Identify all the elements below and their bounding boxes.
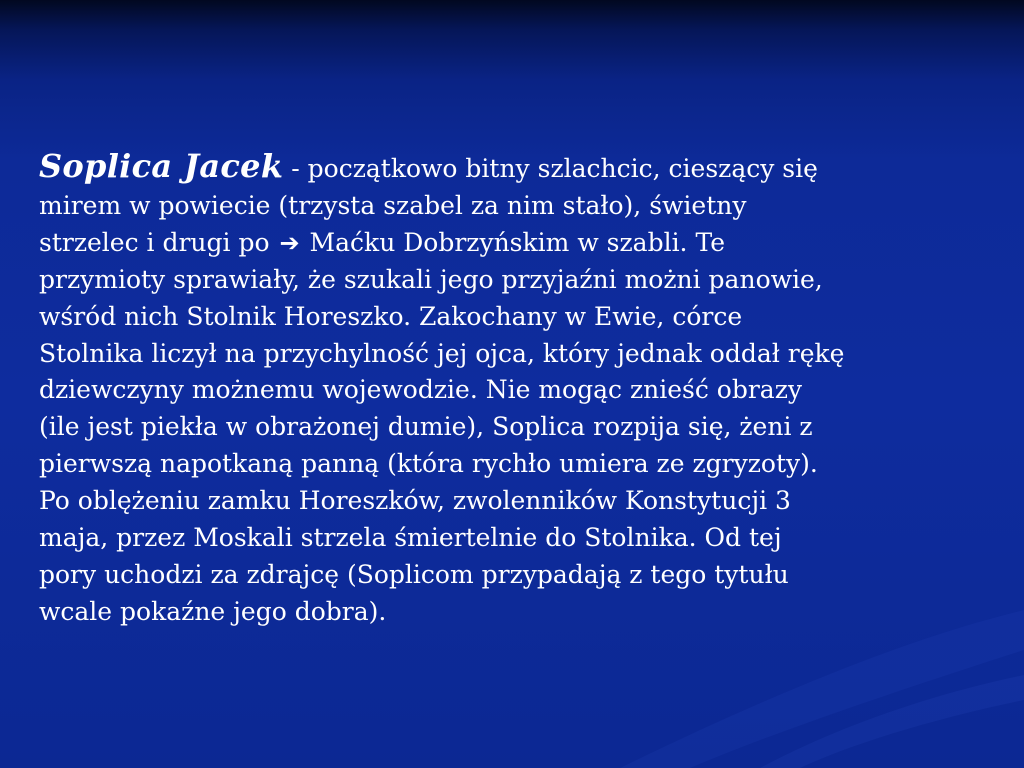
text-line-5: wśród nich Stolnik Horeszko. Zakochany w Ewie, córce xyxy=(39,301,743,331)
text-line-3 xyxy=(39,225,999,262)
text-line-9: pierwszą napotkaną panną (która rychło umiera ze zgryzoty). xyxy=(39,449,818,479)
text-line-6: Stolnika liczył na przychylność jej ojca, który jednak oddał rękę xyxy=(39,338,845,368)
text-line-1 xyxy=(39,148,999,188)
text-segment: Maćku Dobrzyńskim w szabli. Te xyxy=(301,227,725,257)
text-line-13: wcale pokaźne jego dobra). xyxy=(39,596,387,626)
text-line-8: (ile jest piekła w obrażonej dumie), Soplica rozpija się, żeni z xyxy=(39,412,813,442)
text-line-2: mirem w powiecie (trzysta szabel za nim stało), świetny xyxy=(39,190,747,220)
text-line-4: przymioty sprawiały, że szukali jego przyjaźni możni panowie, xyxy=(39,264,823,294)
text-line-12: pory uchodzi za zdrajcę (Soplicom przypadają z tego tytułu xyxy=(39,559,789,589)
text-line-10: Po oblężeniu zamku Horeszków, zwolenników Konstytucji 3 xyxy=(39,486,791,516)
text-line-7: dziewczyny możnemu wojewodzie. Nie mogąc znieść obrazy xyxy=(39,375,802,405)
character-description xyxy=(39,148,999,631)
character-name: Soplica Jacek xyxy=(39,147,284,185)
text-line-11: maja, przez Moskali strzela śmiertelnie do Stolnika. Od tej xyxy=(39,523,782,553)
text-segment: strzelec i drugi po xyxy=(39,227,270,257)
text-segment: - początkowo bitny szlachcic, cieszący się xyxy=(283,154,818,183)
arrow-right-icon: ➔ xyxy=(279,228,300,257)
